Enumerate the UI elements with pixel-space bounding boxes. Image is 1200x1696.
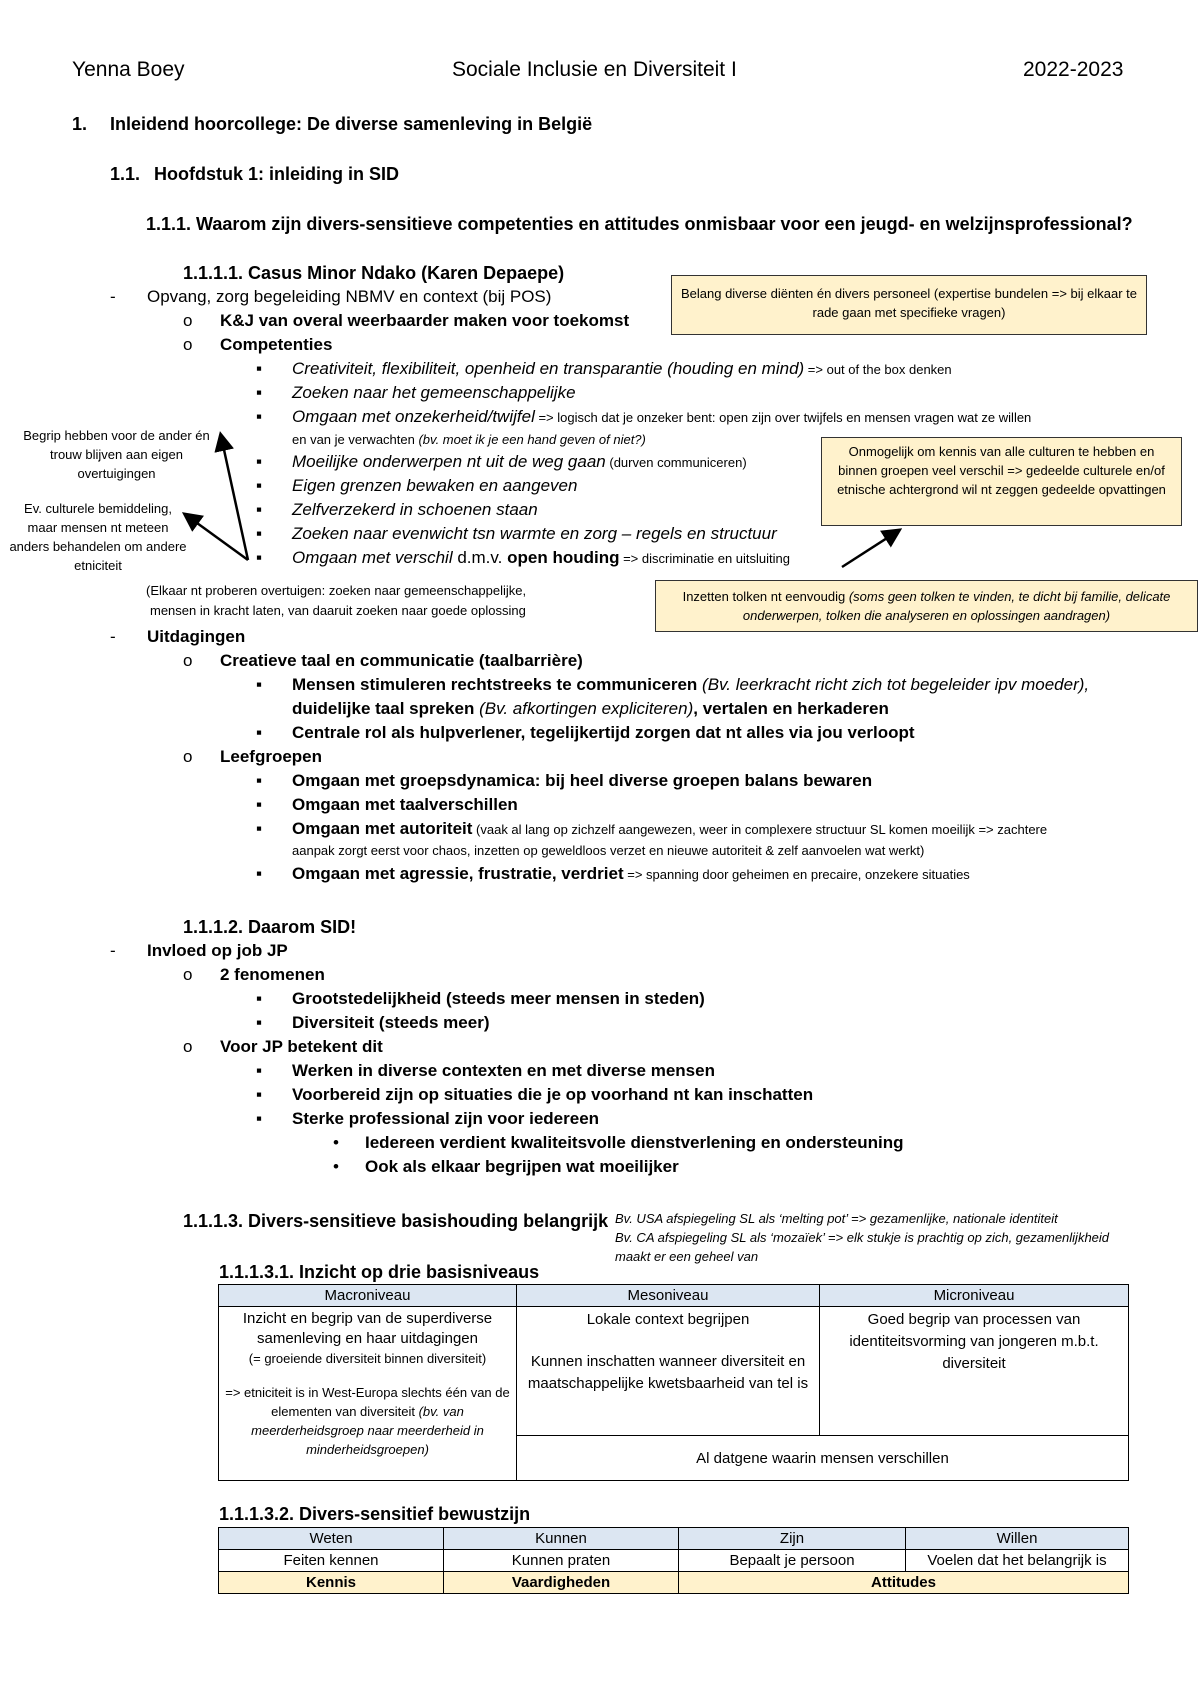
- leefgroepen-label: Leefgroepen: [220, 747, 323, 766]
- bullet-square: ▪: [256, 819, 263, 838]
- course-title: Sociale Inclusie en Diversiteit I: [452, 58, 737, 81]
- bewustzijn-footer-row: [219, 1572, 1129, 1594]
- subsection-bewustzijn: 1.1.1.3.2. Divers-sensitief bewustzijn: [219, 1504, 531, 1524]
- taal-label: Creatieve taal en communicatie (taalbarrière): [220, 651, 583, 670]
- bullet-square: ▪: [256, 524, 263, 543]
- cell-kennis: Kennis: [219, 1572, 444, 1594]
- jp-3-b: Ook als elkaar begrijpen wat moeilijker: [365, 1157, 679, 1176]
- bullet-square: ▪: [256, 723, 263, 742]
- comp-4: Moeilijke onderwerpen nt uit de weg gaan (durven communiceren): [292, 452, 747, 471]
- bullet-square: ▪: [256, 1061, 263, 1080]
- niveaus-header-row: [219, 1285, 1129, 1307]
- col-zijn: Zijn: [679, 1528, 906, 1550]
- bullet-o: o: [183, 335, 193, 354]
- col-kunnen: Kunnen: [444, 1528, 679, 1550]
- cell-zijn: Bepaalt je persoon: [679, 1550, 906, 1572]
- bewustzijn-table: [218, 1527, 1129, 1594]
- col-weten: Weten: [219, 1528, 444, 1550]
- bullet-square: ▪: [256, 383, 263, 402]
- arrow-to-begrip: [221, 436, 248, 560]
- bullet-square: ▪: [256, 1013, 263, 1032]
- bullet-square: ▪: [256, 476, 263, 495]
- bewustzijn-header-row: [219, 1528, 1129, 1550]
- note-tolken: Inzetten tolken nt eenvoudig (soms geen tolken te vinden, te dicht bij familie, delicate onderwerpen, tolken die analyseren en oplossingen aandragen): [655, 580, 1198, 632]
- side-note-bemiddeling: Ev. culturele bemiddeling, maar mensen nt meteen anders behandelen om andere etniciteit: [9, 501, 187, 573]
- bullet-square: ▪: [256, 359, 263, 378]
- elkaar-note-1: (Elkaar nt proberen overtuigen: zoeken naar gemeenschappelijke,: [146, 583, 527, 598]
- leef-3: Omgaan met autoriteit (vaak al lang op zichzelf aangewezen, weer in complexere structuur SL komen moeilijk => zachtere: [292, 819, 1048, 838]
- fenomeen-2: Diversiteit (steeds meer): [292, 1013, 490, 1032]
- competenties-label: Competenties: [220, 335, 333, 354]
- bullet-dash: -: [110, 287, 116, 306]
- subsection-drie-niveaus: 1.1.1.3.1. Inzicht op drie basisniveaus: [219, 1262, 540, 1282]
- jp-2: Voorbereid zijn op situaties die je op voorhand nt kan inschatten: [292, 1085, 814, 1104]
- meso-text-2: Kunnen inschatten wanneer diversiteit en maatschappelijke kwetsbaarheid van tel is: [527, 1353, 809, 1392]
- bullet-square: ▪: [256, 795, 263, 814]
- bullet-square: ▪: [256, 407, 263, 426]
- cell-meso: [517, 1307, 820, 1436]
- bullet-o: o: [183, 965, 193, 984]
- bullet-o: o: [183, 747, 193, 766]
- cell-attitudes: Attitudes: [679, 1572, 1129, 1594]
- bullet-square: ▪: [256, 548, 263, 567]
- bullet-square: ▪: [256, 771, 263, 790]
- cell-vaardigheden: Vaardigheden: [444, 1572, 679, 1594]
- bv-ca: Bv. CA afspiegeling SL als ‘mozaïek’ => elk stukje is prachtig op zich, gezamenlijkheid: [615, 1230, 1110, 1245]
- macro-text-1: Inzicht en begrip van de superdiverse samenleving en haar uitdagingen: [242, 1310, 493, 1347]
- opvang-line: Opvang, zorg begeleiding NBMV en context (bij POS): [147, 287, 552, 306]
- bullet-square: ▪: [256, 864, 263, 883]
- section-1-1-1-title: 1.1.1. Waarom zijn divers-sensitieve competenties en attitudes onmisbaar voor een jeugd- en welzijnsprofessional?: [146, 214, 1133, 234]
- bullet-square: ▪: [256, 500, 263, 519]
- col-meso: Mesoniveau: [517, 1285, 820, 1307]
- elkaar-note-2: mensen in kracht laten, van daaruit zoeken naar goede oplossing: [150, 603, 526, 618]
- author: Yenna Boey: [72, 58, 185, 81]
- side-note-begrip: Begrip hebben voor de ander én trouw blijven aan eigen overtuigingen: [23, 428, 210, 481]
- bullet-square: ▪: [256, 1085, 263, 1104]
- section-1-1-number: 1.1.: [110, 164, 141, 184]
- section-1-title: Inleidend hoorcollege: De diverse samenleving in België: [110, 114, 593, 134]
- cell-willen: Voelen dat het belangrijk is: [906, 1550, 1129, 1572]
- kj-line: K&J van overal weerbaarder maken voor toekomst: [220, 311, 630, 330]
- section-1-1-1-1-title: 1.1.1.1. Casus Minor Ndako (Karen Depaepe): [183, 263, 565, 283]
- note-divers-personeel: Belang diverse diënten én divers personeel (expertise bundelen => bij elkaar te rade gaan met specifieke vragen): [671, 275, 1147, 335]
- leef-3-continued: aanpak zorgt eerst voor chaos, inzetten op geweldloos verzet en nieuwe autoriteit & zelf aanvoelen wat werkt): [292, 843, 925, 858]
- bv-usa: Bv. USA afspiegeling SL als ‘melting pot’ => gezamenlijke, nationale identiteit: [615, 1211, 1058, 1226]
- cell-macro: [219, 1307, 517, 1481]
- section-1-1-1-3-title: 1.1.1.3. Divers-sensitieve basishouding belangrijk: [183, 1211, 609, 1231]
- bv-ca-continued: maakt er een geheel van: [615, 1249, 759, 1264]
- bullet-dash: -: [110, 627, 116, 646]
- arrow-to-kennis-note: [842, 531, 898, 567]
- bullet-dash: -: [110, 941, 116, 960]
- bullet-o: o: [183, 311, 193, 330]
- taal-2: Centrale rol als hulpverlener, tegelijkertijd zorgen dat nt alles via jou verloopt: [292, 723, 915, 742]
- comp-8: Omgaan met verschil d.m.v. open houding => discriminatie en uitsluiting: [292, 548, 790, 567]
- section-1-1-title: Hoofdstuk 1: inleiding in SID: [154, 164, 399, 184]
- leef-2: Omgaan met taalverschillen: [292, 795, 518, 814]
- jp-3-a: Iedereen verdient kwaliteitsvolle dienstverlening en ondersteuning: [365, 1133, 904, 1152]
- comp-3-continued: en van je verwachten (bv. moet ik je een hand geven of niet?): [292, 432, 646, 447]
- col-willen: Willen: [906, 1528, 1129, 1550]
- cell-weten: Feiten kennen: [219, 1550, 444, 1572]
- section-1-number: 1.: [72, 114, 88, 134]
- comp-1: Creativiteit, flexibiliteit, openheid en transparantie (houding en mind) => out of the box denken: [292, 359, 952, 378]
- fenomeen-1: Grootstedelijkheid (steeds meer mensen in steden): [292, 989, 705, 1008]
- uitdagingen-label: Uitdagingen: [147, 627, 246, 646]
- comp-3: Omgaan met onzekerheid/twijfel => logisch dat je onzeker bent: open zijn over twijfels en mensen vragen wat ze willen: [292, 407, 1032, 426]
- comp-6: Zelfverzekerd in schoenen staan: [292, 500, 538, 519]
- bullet-o: o: [183, 1037, 193, 1056]
- cell-micro: Goed begrip van processen van identiteitsvorming van jongeren m.b.t. diversiteit: [820, 1307, 1129, 1436]
- bullet-dot: •: [333, 1157, 339, 1176]
- comp-2: Zoeken naar het gemeenschappelijke: [292, 383, 576, 402]
- invloed-label: Invloed op job JP: [147, 941, 288, 960]
- bullet-o: o: [183, 651, 193, 670]
- bewustzijn-row: [219, 1550, 1129, 1572]
- bullet-dot: •: [333, 1133, 339, 1152]
- cell-kunnen: Kunnen praten: [444, 1550, 679, 1572]
- taal-1-continued: duidelijke taal spreken (Bv. afkortingen expliciteren), vertalen en herkaderen: [292, 699, 889, 718]
- macro-text-2: (= groeiende diversiteit binnen diversiteit): [248, 1351, 487, 1366]
- niveaus-row: [219, 1307, 1129, 1436]
- fenomenen-label: 2 fenomenen: [220, 965, 325, 984]
- leef-1: Omgaan met groepsdynamica: bij heel diverse groepen balans bewaren: [292, 771, 873, 790]
- cell-span: Al datgene waarin mensen verschillen: [517, 1436, 1129, 1481]
- jp-3: Sterke professional zijn voor iedereen: [292, 1109, 600, 1128]
- comp-7: Zoeken naar evenwicht tsn warmte en zorg – regels en structuur: [292, 524, 777, 543]
- col-micro: Microniveau: [820, 1285, 1129, 1307]
- bullet-square: ▪: [256, 989, 263, 1008]
- voor-jp-label: Voor JP betekent dit: [220, 1037, 383, 1056]
- note-kennis-culturen: Onmogelijk om kennis van alle culturen te hebben en binnen groepen veel verschil => gedeelde culturele en/of etnische achtergrond wil nt zeggen gedeelde opvattingen: [821, 437, 1182, 526]
- col-macro: Macroniveau: [219, 1285, 517, 1307]
- macro-text-3: => etniciteit is in West-Europa slechts één van de elementen van diversiteit (bv. van meerderheidsgroep naar meerderheid in minderheidsgroepen): [225, 1385, 510, 1457]
- academic-year: 2022-2023: [1023, 58, 1124, 81]
- leef-4: Omgaan met agressie, frustratie, verdriet => spanning door geheimen en precaire, onzekere situaties: [292, 864, 970, 883]
- bullet-square: ▪: [256, 675, 263, 694]
- niveaus-table: [218, 1284, 1129, 1481]
- bullet-square: ▪: [256, 452, 263, 471]
- comp-5: Eigen grenzen bewaken en aangeven: [292, 476, 578, 495]
- jp-1: Werken in diverse contexten en met diverse mensen: [292, 1061, 715, 1080]
- meso-text-1: Lokale context begrijpen: [586, 1311, 750, 1328]
- taal-1: Mensen stimuleren rechtstreeks te communiceren (Bv. leerkracht richt zich tot begeleider ipv moeder),: [292, 675, 1090, 694]
- bullet-square: ▪: [256, 1109, 263, 1128]
- section-1-1-1-2-title: 1.1.1.2. Daarom SID!: [183, 917, 357, 937]
